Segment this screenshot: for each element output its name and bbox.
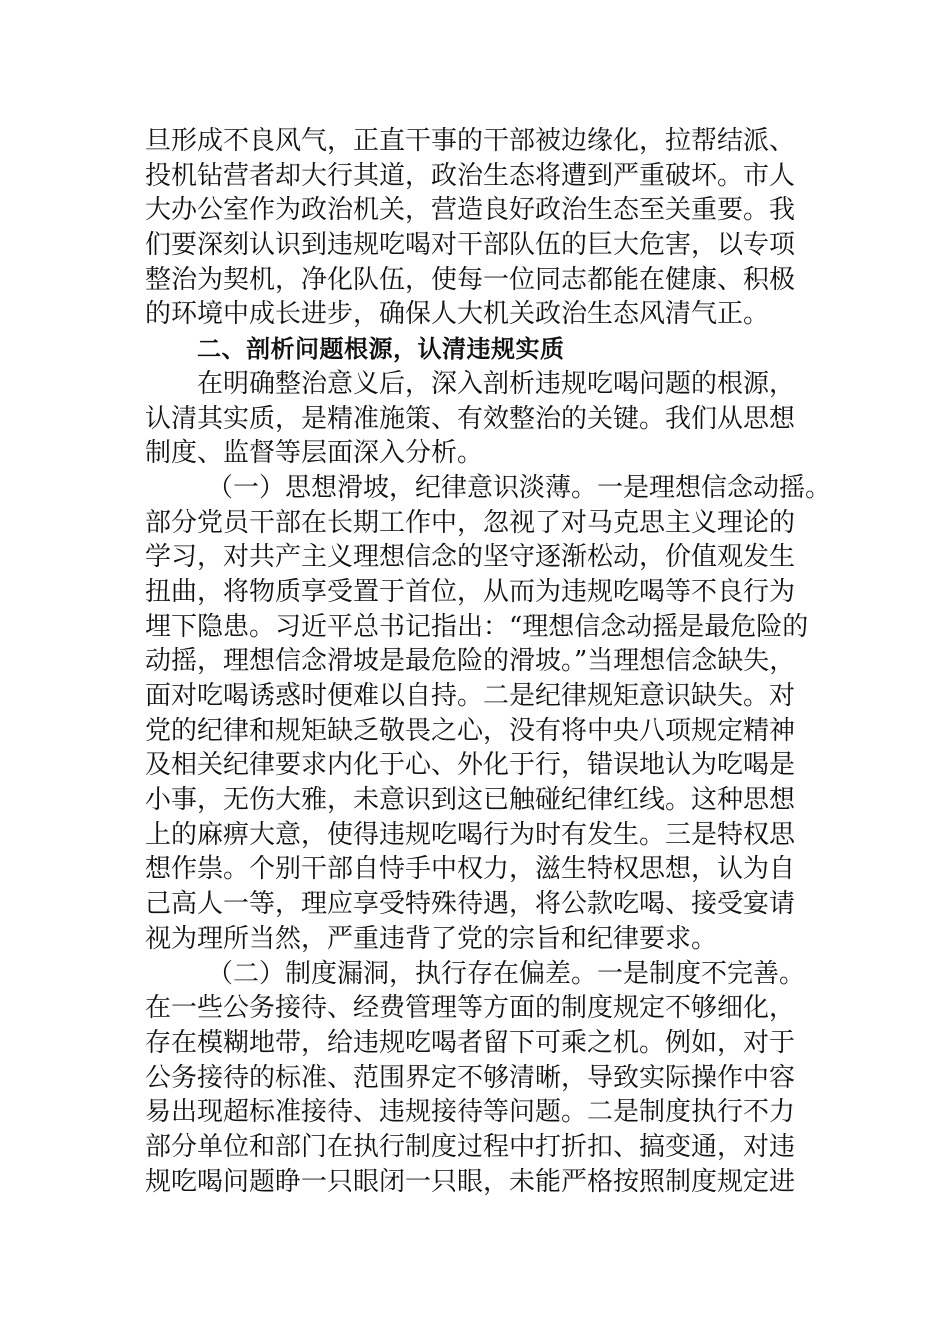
section-heading: 二、剖析问题根源，认清违规实质	[197, 335, 565, 364]
text-line: 面对吃喝诱惑时便难以自持。二是纪律规矩意识缺失。对	[145, 681, 796, 711]
text-line: 在一些公务接待、经费管理等方面的制度规定不够细化，	[145, 993, 796, 1024]
text-line: 规吃喝问题睁一只眼闭一只眼，未能严格按照制度规定进	[145, 1166, 796, 1197]
text-line: 存在模糊地带，给违规吃喝者留下可乘之机。例如，对于	[145, 1027, 796, 1058]
text-line: 扭曲，将物质享受置于首位，从而为违规吃喝等不良行为	[145, 576, 796, 607]
text-line: 投机钻营者却大行其道，政治生态将遭到严重破坏。市人	[145, 160, 796, 191]
text-line: 及相关纪律要求内化于心、外化于行，错误地认为吃喝是	[145, 750, 796, 781]
text-line: （一）思想滑坡，纪律意识淡薄。一是理想信念动摇。	[207, 472, 832, 503]
text-line: 上的麻痹大意，使得违规吃喝行为时有发生。三是特权思	[145, 819, 796, 850]
text-line: 部分党员干部在长期工作中，忽视了对马克思主义理论的	[145, 507, 796, 538]
text-line: 大办公室作为政治机关，营造良好政治生态至关重要。我	[145, 195, 796, 226]
text-line: 认清其实质，是精准施策、有效整治的关键。我们从思想	[145, 403, 796, 434]
document-body	[145, 124, 832, 1199]
text-line: 动摇，理想信念滑坡是最危险的滑坡。”当理想信念缺失，	[145, 646, 796, 677]
text-line: 埋下隐患。习近平总书记指出：“理想信念动摇是最危险的	[145, 611, 809, 642]
text-line: 易出现超标准接待、违规接待等问题。二是制度执行不力	[145, 1097, 796, 1128]
text-line: 学习，对共产主义理想信念的坚守逐渐松动，价值观发生	[145, 542, 796, 573]
text-line: 们要深刻认识到违规吃喝对干部队伍的巨大危害，以专项	[145, 230, 796, 261]
text-line: 在明确整治意义后，深入剖析违规吃喝问题的根源，	[197, 368, 796, 399]
text-line: 旦形成不良风气，正直干事的干部被边缘化，拉帮结派、	[145, 126, 796, 156]
text-line: 党的纪律和规矩缺乏敬畏之心，没有将中央八项规定精神	[145, 715, 796, 746]
text-line: 想作祟。个别干部自恃手中权力，滋生特权思想，认为自	[145, 854, 796, 885]
text-line: 小事，无伤大雅，未意识到这已触碰纪律红线。这种思想	[145, 785, 796, 816]
text-line: 己高人一等，理应享受特殊待遇，将公款吃喝、接受宴请	[145, 889, 796, 920]
text-line: 部分单位和部门在执行制度过程中打折扣、搞变通，对违	[145, 1131, 796, 1162]
text-line: 公务接待的标准、范围界定不够清晰，导致实际操作中容	[145, 1062, 796, 1093]
text-line: 整治为契机，净化队伍，使每一位同志都能在健康、积极	[145, 264, 796, 295]
text-line: 的环境中成长进步，确保人大机关政治生态风清气正。	[145, 299, 770, 330]
text-line: 制度、监督等层面深入分析。	[145, 438, 484, 469]
text-line: （二）制度漏洞，执行存在偏差。一是制度不完善。	[207, 958, 806, 989]
text-line: 视为理所当然，严重违背了党的宗旨和纪律要求。	[145, 923, 718, 954]
